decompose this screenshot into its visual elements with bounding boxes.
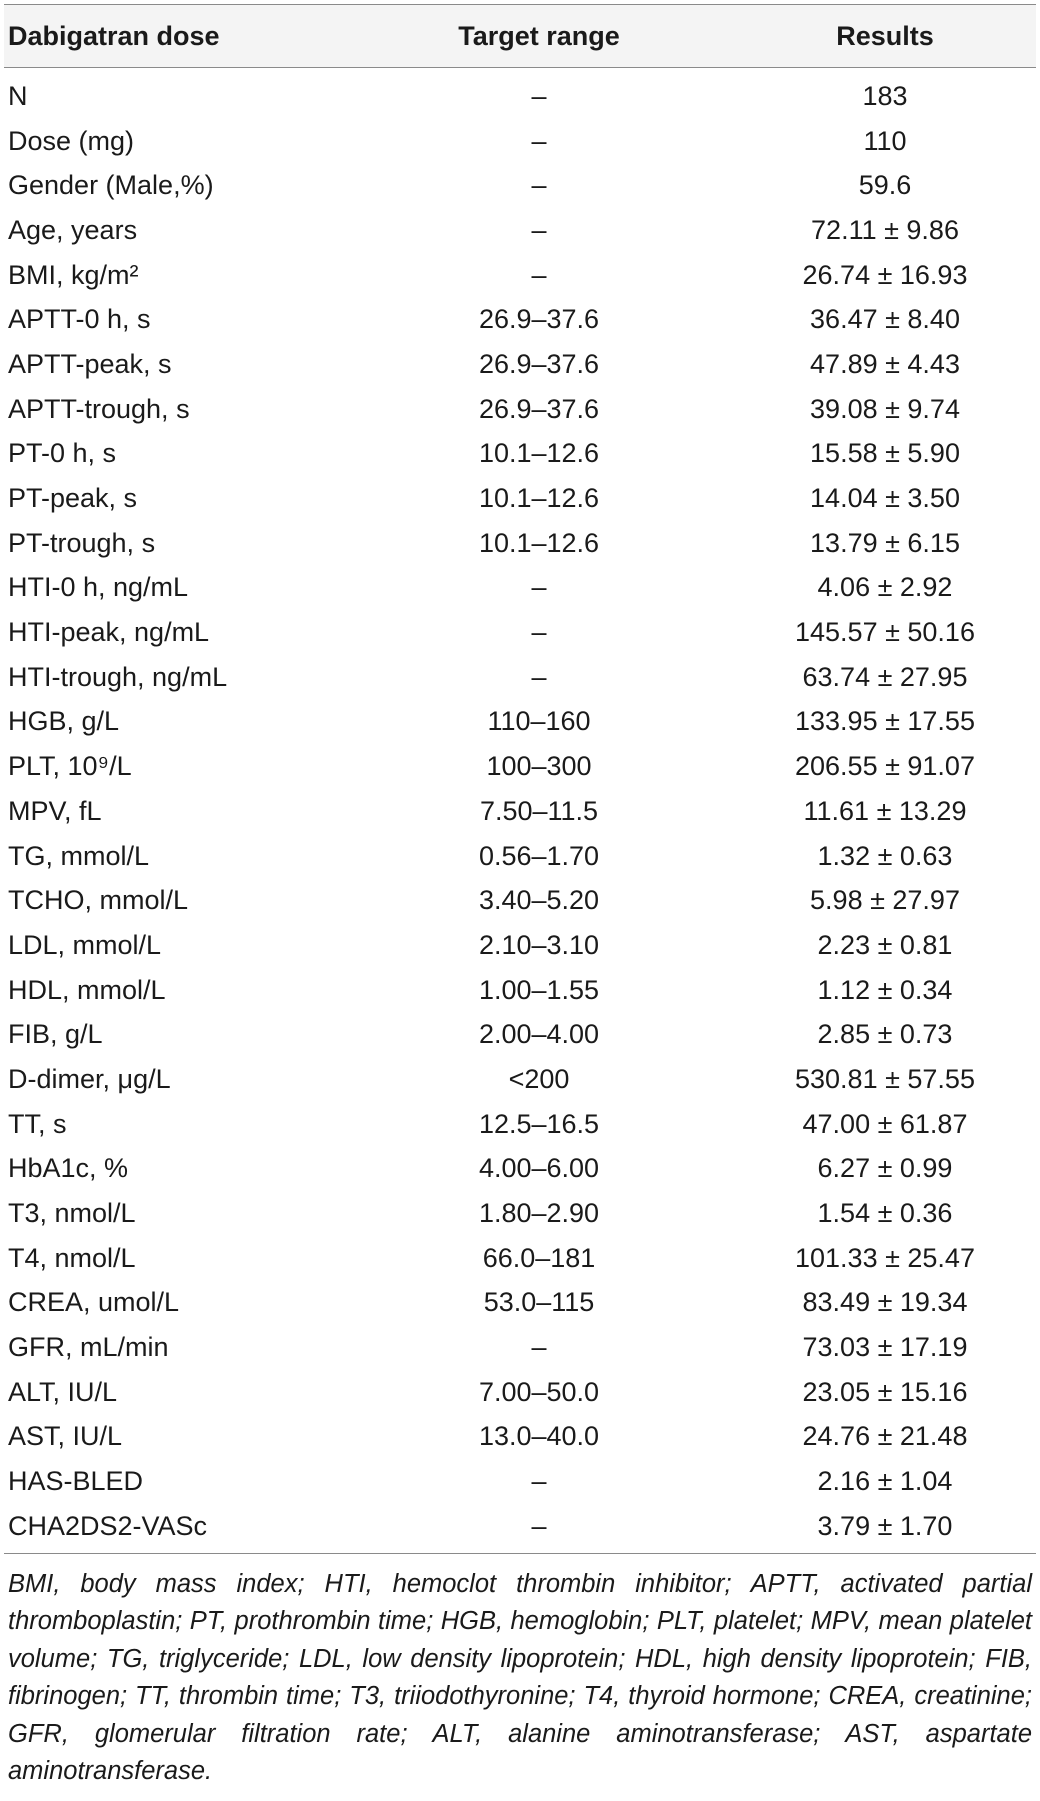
table-row (4, 700, 1036, 745)
cell-parameter: LDL, mmol/L (8, 929, 162, 960)
cell-result: 72.11 ± 9.86 (811, 214, 959, 245)
cell-parameter: TCHO, mmol/L (8, 885, 189, 916)
table-footnote: BMI, body mass index; HTI, hemoclot thrombin inhibitor; APTT, activated partial thromboplastin; PT, prothrombin time; HGB, hemoglobin; PLT, platelet; MPV, mean platelet volume; TG, triglyceride; LDL, low density lipoprotein; HDL, high density lipoprotein; FIB, fibrinogen; TT, thrombin time; T3, triiodothyronine; T4, thyroid hormone; CREA, creatinine; GFR, glomerular filtration rate; ALT, alanine aminotransferase; AST, aspartate aminotransferase. (8, 1569, 1032, 1786)
cell-target-range: – (531, 1332, 547, 1363)
cell-result: 530.81 ± 57.55 (795, 1063, 975, 1094)
cell-parameter: TT, s (8, 1108, 67, 1139)
cell-parameter: BMI, kg/m² (8, 259, 139, 290)
table-row (4, 163, 1036, 208)
cell-target-range: <200 (508, 1063, 570, 1094)
cell-parameter: T4, nmol/L (8, 1242, 136, 1273)
cell-target-range: 13.0–40.0 (478, 1421, 600, 1452)
table-row (4, 1057, 1036, 1102)
cell-result: 23.05 ± 15.16 (802, 1376, 968, 1407)
cell-result: 2.23 ± 0.81 (817, 929, 953, 960)
table-row (4, 834, 1036, 879)
table-row (4, 566, 1036, 611)
table-row (4, 968, 1036, 1013)
table-row (4, 878, 1036, 923)
cell-target-range: 2.00–4.00 (478, 1019, 600, 1050)
table-row (4, 923, 1036, 968)
cell-target-range: 53.0–115 (483, 1287, 595, 1318)
cell-result: 63.74 ± 27.95 (802, 661, 968, 692)
cell-target-range: 26.9–37.6 (478, 348, 600, 379)
cell-result: 101.33 ± 25.47 (795, 1242, 975, 1273)
cell-parameter: AST, IU/L (8, 1421, 123, 1452)
cell-result: 6.27 ± 0.99 (817, 1153, 953, 1184)
cell-target-range: – (531, 661, 547, 692)
cell-parameter: APTT-trough, s (8, 393, 190, 424)
cell-target-range: – (531, 1466, 547, 1497)
cell-target-range: 10.1–12.6 (478, 438, 600, 469)
table-row (4, 1459, 1036, 1504)
cell-result: 73.03 ± 17.19 (802, 1332, 968, 1363)
column-header-dose: Dabigatran dose (4, 5, 404, 68)
cell-parameter: PT-peak, s (8, 483, 138, 514)
cell-target-range: – (531, 214, 547, 245)
cell-parameter: HTI-peak, ng/mL (8, 617, 210, 648)
table-row (4, 1147, 1036, 1192)
cell-result: 14.04 ± 3.50 (810, 483, 960, 514)
cell-result: 36.47 ± 8.40 (810, 304, 960, 335)
cell-target-range: 2.10–3.10 (478, 929, 600, 960)
cell-result: 183 (862, 80, 908, 111)
cell-target-range: – (531, 572, 547, 603)
table-row (4, 744, 1036, 789)
cell-parameter: APTT-0 h, s (8, 304, 151, 335)
cell-target-range: 4.00–6.00 (478, 1153, 600, 1184)
cell-target-range: 26.9–37.6 (478, 304, 600, 335)
cell-result: 26.74 ± 16.93 (802, 259, 968, 290)
cell-target-range: 7.50–11.5 (479, 795, 599, 826)
cell-parameter: CREA, umol/L (8, 1287, 180, 1318)
cell-result: 24.76 ± 21.48 (802, 1421, 968, 1452)
table-row (4, 1012, 1036, 1057)
cell-target-range: – (404, 1504, 674, 1553)
cell-target-range: 100–300 (486, 751, 592, 782)
cell-target-range: 12.5–16.5 (478, 1108, 600, 1139)
table-row (4, 253, 1036, 298)
cell-parameter: N (8, 80, 28, 111)
cell-parameter: HDL, mmol/L (8, 974, 166, 1005)
cell-result: 1.54 ± 0.36 (817, 1198, 953, 1229)
cell-parameter: Gender (Male,%) (8, 170, 214, 201)
cell-result: 83.49 ± 19.34 (802, 1287, 968, 1318)
table-body (4, 68, 1036, 1554)
table-row (4, 610, 1036, 655)
cell-parameter: PLT, 10⁹/L (8, 751, 132, 782)
cell-parameter: ALT, IU/L (8, 1376, 118, 1407)
cell-target-range: 26.9–37.6 (478, 393, 600, 424)
cell-parameter: HAS-BLED (8, 1466, 144, 1497)
cell-parameter: FIB, g/L (8, 1019, 103, 1050)
header-row (4, 5, 1036, 68)
cell-parameter: HTI-0 h, ng/mL (8, 572, 189, 603)
cell-result: 39.08 ± 9.74 (810, 393, 960, 424)
cell-result: 110 (863, 125, 907, 156)
cell-result: 133.95 ± 17.55 (795, 706, 975, 737)
cell-parameter: MPV, fL (8, 795, 102, 826)
cell-parameter: Age, years (8, 214, 138, 245)
cell-target-range: 110–160 (487, 706, 591, 737)
cell-result: 2.85 ± 0.73 (817, 1019, 953, 1050)
cell-result: 11.61 ± 13.29 (803, 795, 967, 826)
cell-result: 1.12 ± 0.34 (817, 974, 953, 1005)
table-row (4, 1281, 1036, 1326)
table-row (4, 1415, 1036, 1460)
cell-target-range: – (531, 170, 547, 201)
document-page (4, 4, 1036, 1797)
table-row (4, 119, 1036, 164)
column-header-target-range: Target range (404, 5, 674, 68)
table-row (4, 68, 1036, 119)
table-row (4, 387, 1036, 432)
cell-target-range: 10.1–12.6 (478, 527, 600, 558)
cell-target-range: – (531, 125, 547, 156)
table-row (4, 1236, 1036, 1281)
cell-parameter: CHA2DS2-VASc (4, 1504, 404, 1553)
cell-target-range: – (531, 259, 547, 290)
cell-target-range: – (531, 80, 547, 111)
cell-target-range: – (531, 617, 547, 648)
cell-result: 13.79 ± 6.15 (810, 527, 960, 558)
cell-parameter: D-dimer, μg/L (8, 1063, 171, 1094)
results-table (4, 4, 1036, 1554)
cell-result: 2.16 ± 1.04 (817, 1466, 953, 1497)
table-row (4, 1504, 1036, 1553)
cell-parameter: T3, nmol/L (8, 1198, 136, 1229)
table-row (4, 789, 1036, 834)
table-row (4, 655, 1036, 700)
cell-result: 47.89 ± 4.43 (810, 348, 960, 379)
table-row (4, 208, 1036, 253)
table-header (4, 5, 1036, 68)
table-row (4, 342, 1036, 387)
cell-parameter: APTT-peak, s (8, 348, 172, 379)
cell-target-range: 1.80–2.90 (478, 1198, 600, 1229)
cell-parameter: HbA1c, % (8, 1153, 129, 1184)
cell-parameter: PT-trough, s (8, 527, 156, 558)
cell-parameter: HGB, g/L (8, 706, 120, 737)
cell-result: 59.6 (858, 170, 912, 201)
cell-target-range: 7.00–50.0 (478, 1376, 600, 1407)
table-row (4, 432, 1036, 477)
cell-parameter: Dose (mg) (8, 125, 135, 156)
cell-parameter: HTI-trough, ng/mL (8, 661, 228, 692)
table-row (4, 1102, 1036, 1147)
cell-parameter: TG, mmol/L (8, 840, 150, 871)
cell-result: 47.00 ± 61.87 (802, 1108, 968, 1139)
cell-target-range: 0.56–1.70 (478, 840, 600, 871)
cell-result: 1.32 ± 0.63 (817, 840, 953, 871)
cell-parameter: PT-0 h, s (8, 438, 117, 469)
cell-result: 206.55 ± 91.07 (795, 751, 975, 782)
table-row (4, 1325, 1036, 1370)
cell-target-range: 10.1–12.6 (478, 483, 600, 514)
table-row (4, 1191, 1036, 1236)
cell-result: 15.58 ± 5.90 (810, 438, 960, 469)
cell-result: 145.57 ± 50.16 (795, 617, 975, 648)
table-row (4, 1370, 1036, 1415)
table-row (4, 297, 1036, 342)
cell-result: 4.06 ± 2.92 (817, 572, 953, 603)
cell-result: 3.79 ± 1.70 (674, 1504, 1036, 1553)
cell-parameter: GFR, mL/min (8, 1332, 169, 1363)
cell-target-range: 3.40–5.20 (478, 885, 600, 916)
cell-result: 5.98 ± 27.97 (810, 885, 960, 916)
table-row (4, 476, 1036, 521)
cell-target-range: 1.00–1.55 (478, 974, 600, 1005)
cell-target-range: 66.0–181 (482, 1242, 596, 1273)
column-header-results: Results (674, 5, 1036, 68)
table-row (4, 521, 1036, 566)
